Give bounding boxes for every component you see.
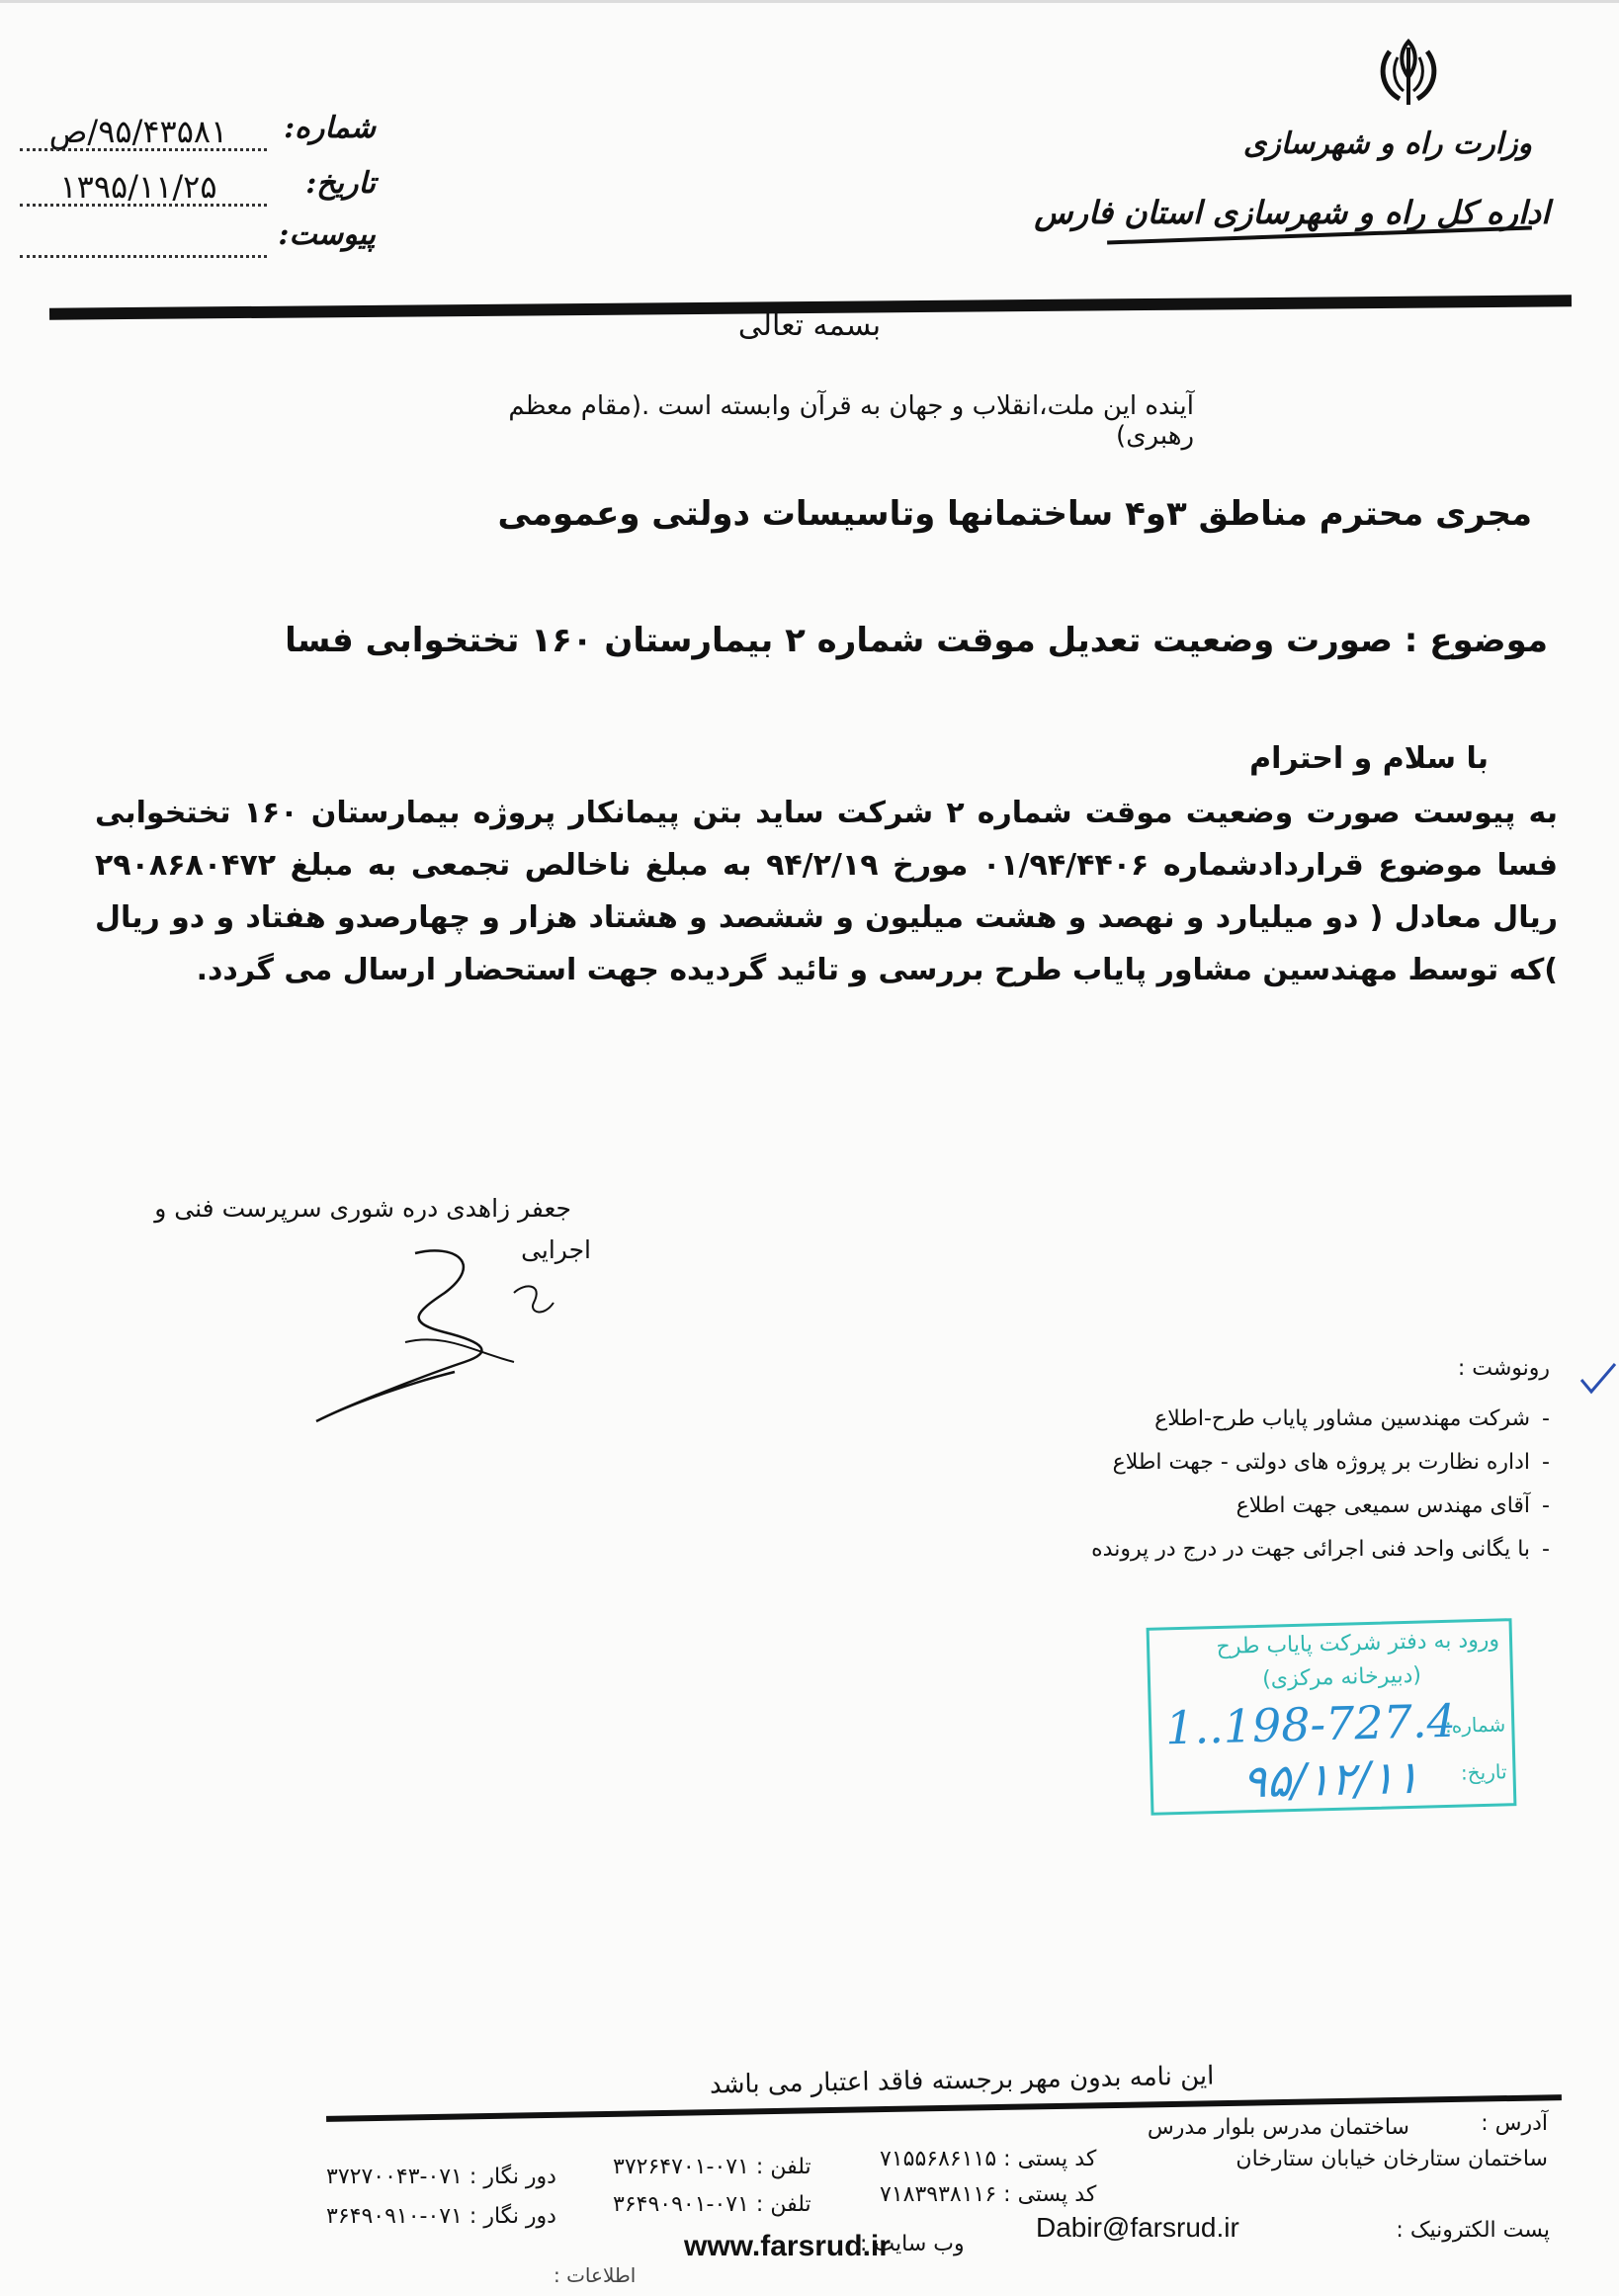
validity-note: این نامه بدون مهر برجسته فاقد اعتبار می باشد — [709, 2061, 1215, 2100]
subject: موضوع : صورت وضعیت تعدیل موقت شماره ۲ بیمارستان ۱۶۰ تختخوابی فسا — [285, 621, 1548, 660]
dotted-line — [20, 148, 267, 151]
postal-code-1: کد پستی : ۷۱۵۵۶۸۶۱۱۵ — [880, 2147, 1097, 2171]
date-value: ۱۳۹۵/۱۱/۲۵ — [59, 168, 217, 206]
address-line2: ساختمان ستارخان خیابان ستارخان — [1236, 2147, 1548, 2171]
list-item: -با یگانی واحد فنی اجرائی جهت در درج در پرونده — [1091, 1537, 1550, 1562]
number-value: ۹۵/۴۳۵۸۱/ص — [48, 113, 228, 150]
cc-title: رونوشت : — [1457, 1356, 1550, 1381]
email-link[interactable]: Dabir@farsrud.ir — [1036, 2212, 1239, 2243]
phone-2: تلفن : ۰۷۱-۳۶۴۹۰۹۰۱ — [613, 2192, 811, 2217]
signer-name: جعفر زاهدی دره شوری سرپرست فنی و — [154, 1194, 571, 1223]
address-label: آدرس : — [1481, 2111, 1548, 2136]
website-label: وب سایت : — [860, 2232, 965, 2256]
recipient: مجری محترم مناطق ۳و۴ ساختمانها وتاسیسات دولتی وعمومی — [497, 494, 1532, 534]
letter-number-field — [20, 111, 376, 154]
bismillah: بسمه تعالی — [737, 308, 882, 343]
website-link[interactable]: www.farsrud.ir — [684, 2230, 891, 2262]
receipt-stamp — [1147, 1618, 1517, 1816]
list-item: -آقای مهندس سمیعی جهت اطلاع — [1236, 1493, 1550, 1518]
list-item: -شرکت مهندسین مشاور پایاب طرح-اطلاع — [1154, 1406, 1550, 1431]
email-label: پست الکترونیک : — [1396, 2218, 1550, 2243]
letter-attachment-field — [20, 217, 376, 261]
phone-1: تلفن : ۰۷۱-۳۷۲۶۴۷۰۱ — [613, 2155, 811, 2179]
dotted-line — [20, 255, 267, 258]
checkmark-icon — [1577, 1362, 1617, 1402]
list-item: -اداره نظارت بر پروژه های دولتی - جهت اطلاع — [1112, 1450, 1550, 1475]
number-label: شماره: — [284, 111, 376, 145]
iran-emblem-icon — [1376, 38, 1441, 109]
postal-code-2: کد پستی : ۷۱۸۳۹۳۸۱۱۶ — [880, 2182, 1097, 2207]
signer-title: اجرایی — [521, 1235, 591, 1264]
stamp-number-label: شماره: — [1444, 1712, 1506, 1738]
cc-item-text: آقای مهندس سمیعی جهت اطلاع — [1236, 1493, 1531, 1518]
greeting: با سلام و احترام — [1249, 741, 1489, 776]
info-label: اطلاعات : — [554, 2263, 637, 2287]
fax-2: دور نگار : ۰۷۱-۳۶۴۹۰۹۱۰ — [326, 2204, 556, 2229]
scan-edge — [0, 0, 1619, 3]
cc-item-text: با یگانی واحد فنی اجرائی جهت در درج در پرونده — [1091, 1537, 1531, 1562]
stamp-date-label: تاریخ: — [1460, 1759, 1507, 1785]
cc-item-text: اداره نظارت بر پروژه های دولتی - جهت اطلاع — [1112, 1450, 1531, 1475]
letter-date-field — [20, 166, 376, 210]
office-name: اداره کل راه و شهرسازی استان فارس — [1034, 194, 1550, 231]
cc-item-text: شرکت مهندسین مشاور پایاب طرح-اطلاع — [1154, 1406, 1531, 1431]
stamp-line2: (دبیرخانه مرکزی) — [1261, 1662, 1422, 1692]
date-label: تاریخ: — [305, 166, 376, 201]
ministry-name: وزارت راه و شهرسازی — [1242, 127, 1532, 161]
body-paragraph: به پیوست صورت وضعیت موقت شماره ۲ شرکت ساید بتن پیمانکار پروژه بیمارستان ۱۶۰ تختخوابی فسا موضوع قراردادشماره ۰۱/۹۴/۴۴۰۶ مورخ ۹۴/۲/۱۹ به مبلغ ناخالص تجمعی به مبلغ ۲۹۰۸۶۸۰۴۷۲ ریال معادل ( دو میلیارد و نهصد و هشت میلیون و ششصد و هشتاد هزار و چهارصدو هفتاد و دو ریال )که توسط مهندسین مشاور پایاب طرح بررسی و تائید گردیده جهت استحضار ارسال می گردد. — [95, 796, 1559, 987]
address-line1: ساختمان مدرس بلوار مدرس — [1147, 2115, 1409, 2140]
attachment-label: پیوست: — [278, 217, 376, 252]
dotted-line — [20, 204, 267, 207]
stamp-date-value: ۹۵/۱۲/۱۱ — [1240, 1749, 1420, 1809]
handwritten-signature-icon — [297, 1233, 593, 1431]
stamp-number-value: 1..198-727.4 — [1164, 1693, 1457, 1755]
fax-1: دور نگار : ۰۷۱-۳۷۲۷۰۰۴۳ — [326, 2165, 556, 2189]
cc-list — [799, 1398, 1550, 1572]
quote-text: آینده این ملت،انقلاب و جهان به قرآن وابسته است .(مقام معظم رهبری) — [508, 391, 1194, 451]
stamp-line1: ورود به دفتر شرکت پایاب طرح — [1216, 1627, 1500, 1660]
